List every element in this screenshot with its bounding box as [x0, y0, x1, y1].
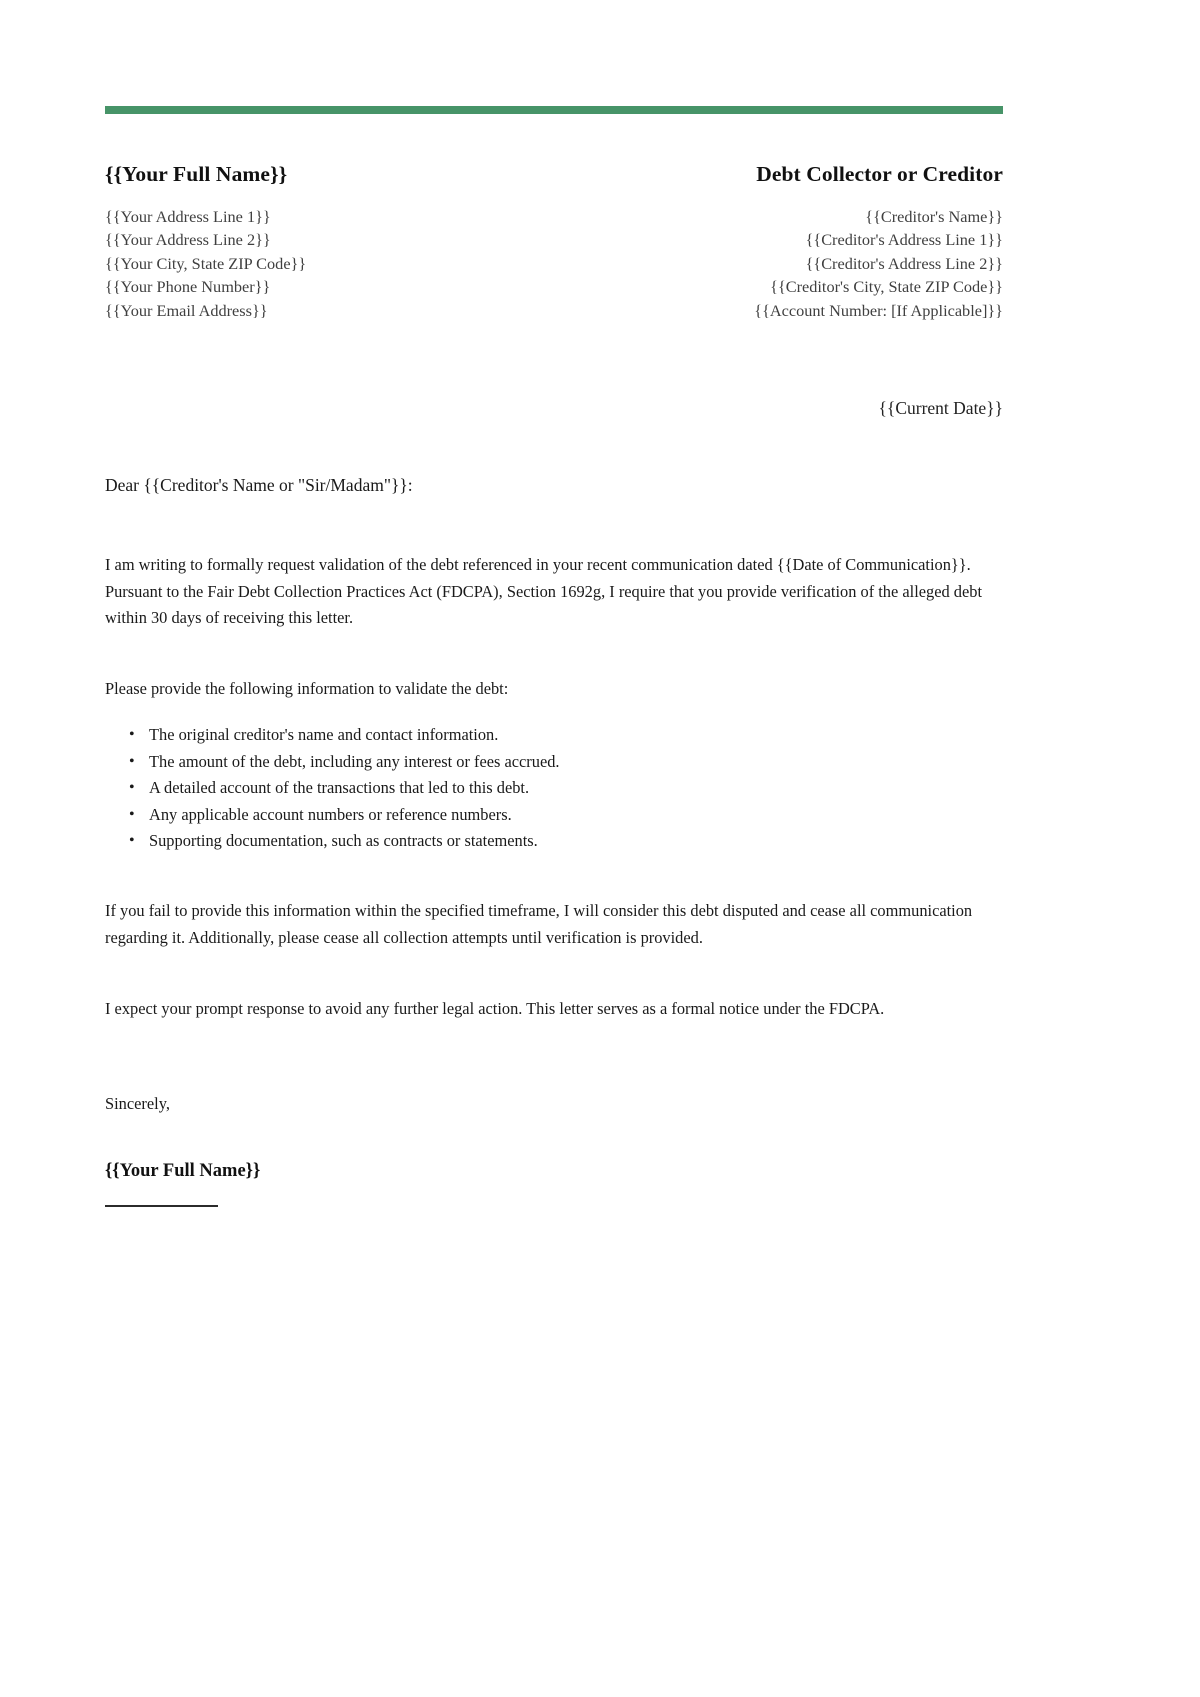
signature-rule: [105, 1205, 218, 1207]
body-paragraph-2: Please provide the following information to validate the debt:: [105, 678, 509, 698]
sender-email-address: {{Your Email Address}}: [105, 300, 268, 320]
bullet-icon: •: [129, 779, 135, 797]
letter-salutation: Dear {{Creditor's Name or "Sir/Madam"}}:: [105, 475, 413, 495]
letter-body: [105, 552, 1003, 1022]
sign-off-text: Sincerely,: [105, 1094, 170, 1113]
recipient-account-number: {{Account Number: [If Applicable]}}: [754, 300, 1003, 320]
sender-city-state-zip: {{Your City, State ZIP Code}}: [105, 253, 307, 273]
letterhead: [105, 160, 1003, 322]
list-item-text: Supporting documentation, such as contracts or statements.: [149, 831, 538, 850]
validation-requirements-list: [105, 722, 1003, 854]
body-paragraph-3: If you fail to provide this information within the specified timeframe, I will consider this debt disputed and cease all communication regarding it. Additionally, please cease all collection attempts until verification is provided.: [105, 901, 973, 947]
recipient-address-block: [583, 160, 1003, 322]
list-item-text: A detailed account of the transactions that led to this debt.: [149, 778, 530, 798]
list-item: [129, 775, 1003, 801]
bullet-icon: •: [129, 752, 135, 770]
recipient-name: {{Creditor's Name}}: [865, 207, 1003, 227]
body-paragraph-1: I am writing to formally request validation of the debt referenced in your recent communication dated {{Date of Communication}}. Pursuant to the Fair Debt Collection Practices Act (FDCPA), Section 1692g, I require that you provide verification of the alleged debt within 30 days of receiving this letter.: [105, 555, 983, 628]
header-accent-bar: [105, 106, 1003, 114]
sender-address-line-1: {{Your Address Line 1}}: [105, 207, 271, 227]
sender-address-line-2: {{Your Address Line 2}}: [105, 230, 271, 250]
sender-phone-number: {{Your Phone Number}}: [105, 277, 271, 297]
signer-name: {{Your Full Name}}: [105, 1161, 261, 1181]
letter-closing: [105, 1091, 1003, 1207]
list-item-text: The original creditor's name and contact information.: [149, 725, 499, 745]
list-item: [129, 722, 1003, 748]
list-item-text: The amount of the debt, including any interest or fees accrued.: [149, 751, 560, 771]
list-item-text: Any applicable account numbers or reference numbers.: [149, 804, 512, 824]
bullet-icon: •: [129, 832, 135, 849]
recipient-heading: Debt Collector or Creditor: [756, 162, 1003, 186]
list-item: [129, 828, 1003, 854]
list-item: [129, 749, 1003, 775]
body-paragraph-4: I expect your prompt response to avoid any further legal action. This letter serves as a formal notice under the FDCPA.: [105, 998, 885, 1018]
sender-name: {{Your Full Name}}: [105, 162, 288, 186]
recipient-address-line-2: {{Creditor's Address Line 2}}: [805, 253, 1003, 273]
bullet-icon: •: [129, 805, 135, 823]
recipient-city-state-zip: {{Creditor's City, State ZIP Code}}: [770, 277, 1003, 297]
recipient-address-line-1: {{Creditor's Address Line 1}}: [805, 230, 1003, 250]
bullet-icon: •: [129, 726, 135, 744]
letter-date: {{Current Date}}: [878, 398, 1003, 418]
sender-address-block: [105, 160, 525, 322]
list-item: [129, 802, 1003, 828]
